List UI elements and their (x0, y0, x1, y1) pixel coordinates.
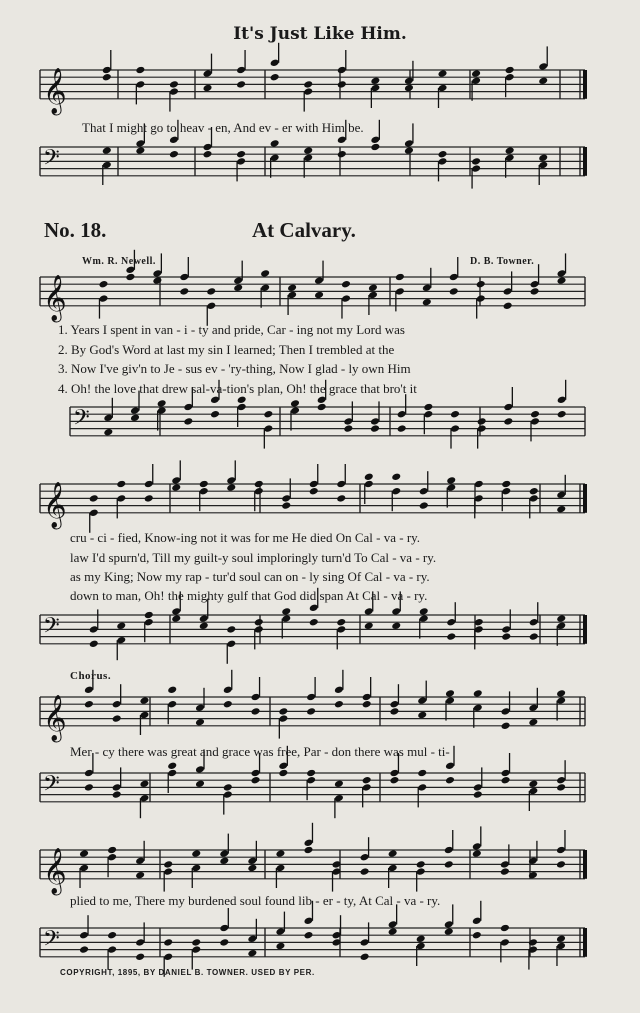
svg-text:𝄢: 𝄢 (43, 926, 60, 957)
chorus-lyric-line: Mer - cy there was great and grace was free, Par - don there was mul - ti- (70, 744, 450, 759)
verse-line: 3. Now I've giv'n to Je - sus ev - 'ry-thing, Now I glad - ly own Him (58, 361, 411, 376)
hymn-number: No. 18. (44, 218, 107, 242)
composer-credit: D. B. Towner. (470, 256, 535, 267)
chorus-label: Chorus. (70, 670, 112, 682)
lyricist-credit: Wm. R. Newell. (82, 256, 156, 267)
svg-text:𝄢: 𝄢 (73, 405, 90, 436)
svg-text:𝄞: 𝄞 (43, 694, 67, 741)
verse-line: 2. By God's Word at last my sin I learned; Then I trembled at the (58, 342, 395, 357)
svg-text:𝄢: 𝄢 (43, 145, 60, 176)
previous-hymn-title: It's Just Like Him. (233, 24, 407, 44)
copyright-notice: COPYRIGHT, 1895, BY DANIEL B. TOWNER. USED BY PER. (60, 968, 315, 977)
svg-text:𝄢: 𝄢 (43, 613, 60, 644)
verse-line: as my King; Now my rap - tur'd soul can on - ly sing Of Cal - va - ry. (70, 569, 430, 584)
hymn-title: At Calvary. (252, 218, 356, 242)
verse-line: cru - ci - fied, Know-ing not it was for me He died On Cal - va - ry. (70, 530, 421, 545)
verse-line: 1. Years I spent in van - i - ty and pride, Car - ing not my Lord was (58, 322, 405, 337)
verse-line: 4. Oh! the love that drew sal-va-tion's plan, Oh! the grace that bro't it (58, 381, 417, 396)
svg-text:𝄢: 𝄢 (43, 771, 60, 802)
svg-text:𝄞: 𝄞 (43, 67, 67, 114)
verse-line: down to man, Oh! the mighty gulf that God did span At Cal - va - ry. (70, 588, 428, 603)
svg-text:𝄞: 𝄞 (43, 847, 67, 894)
svg-text:𝄞: 𝄞 (43, 481, 67, 528)
verse-line: law I'd spurn'd, Till my guilt-y soul imploringly turn'd To Cal - va - ry. (70, 550, 437, 565)
chorus-lyric-line: plied to me, There my burdened soul found lib - er - ty, At Cal - va - ry. (70, 893, 441, 908)
previous-hymn-lyric: That I might go to heav - en, And ev - er with Him be. (82, 120, 364, 135)
svg-text:𝄞: 𝄞 (43, 274, 67, 321)
